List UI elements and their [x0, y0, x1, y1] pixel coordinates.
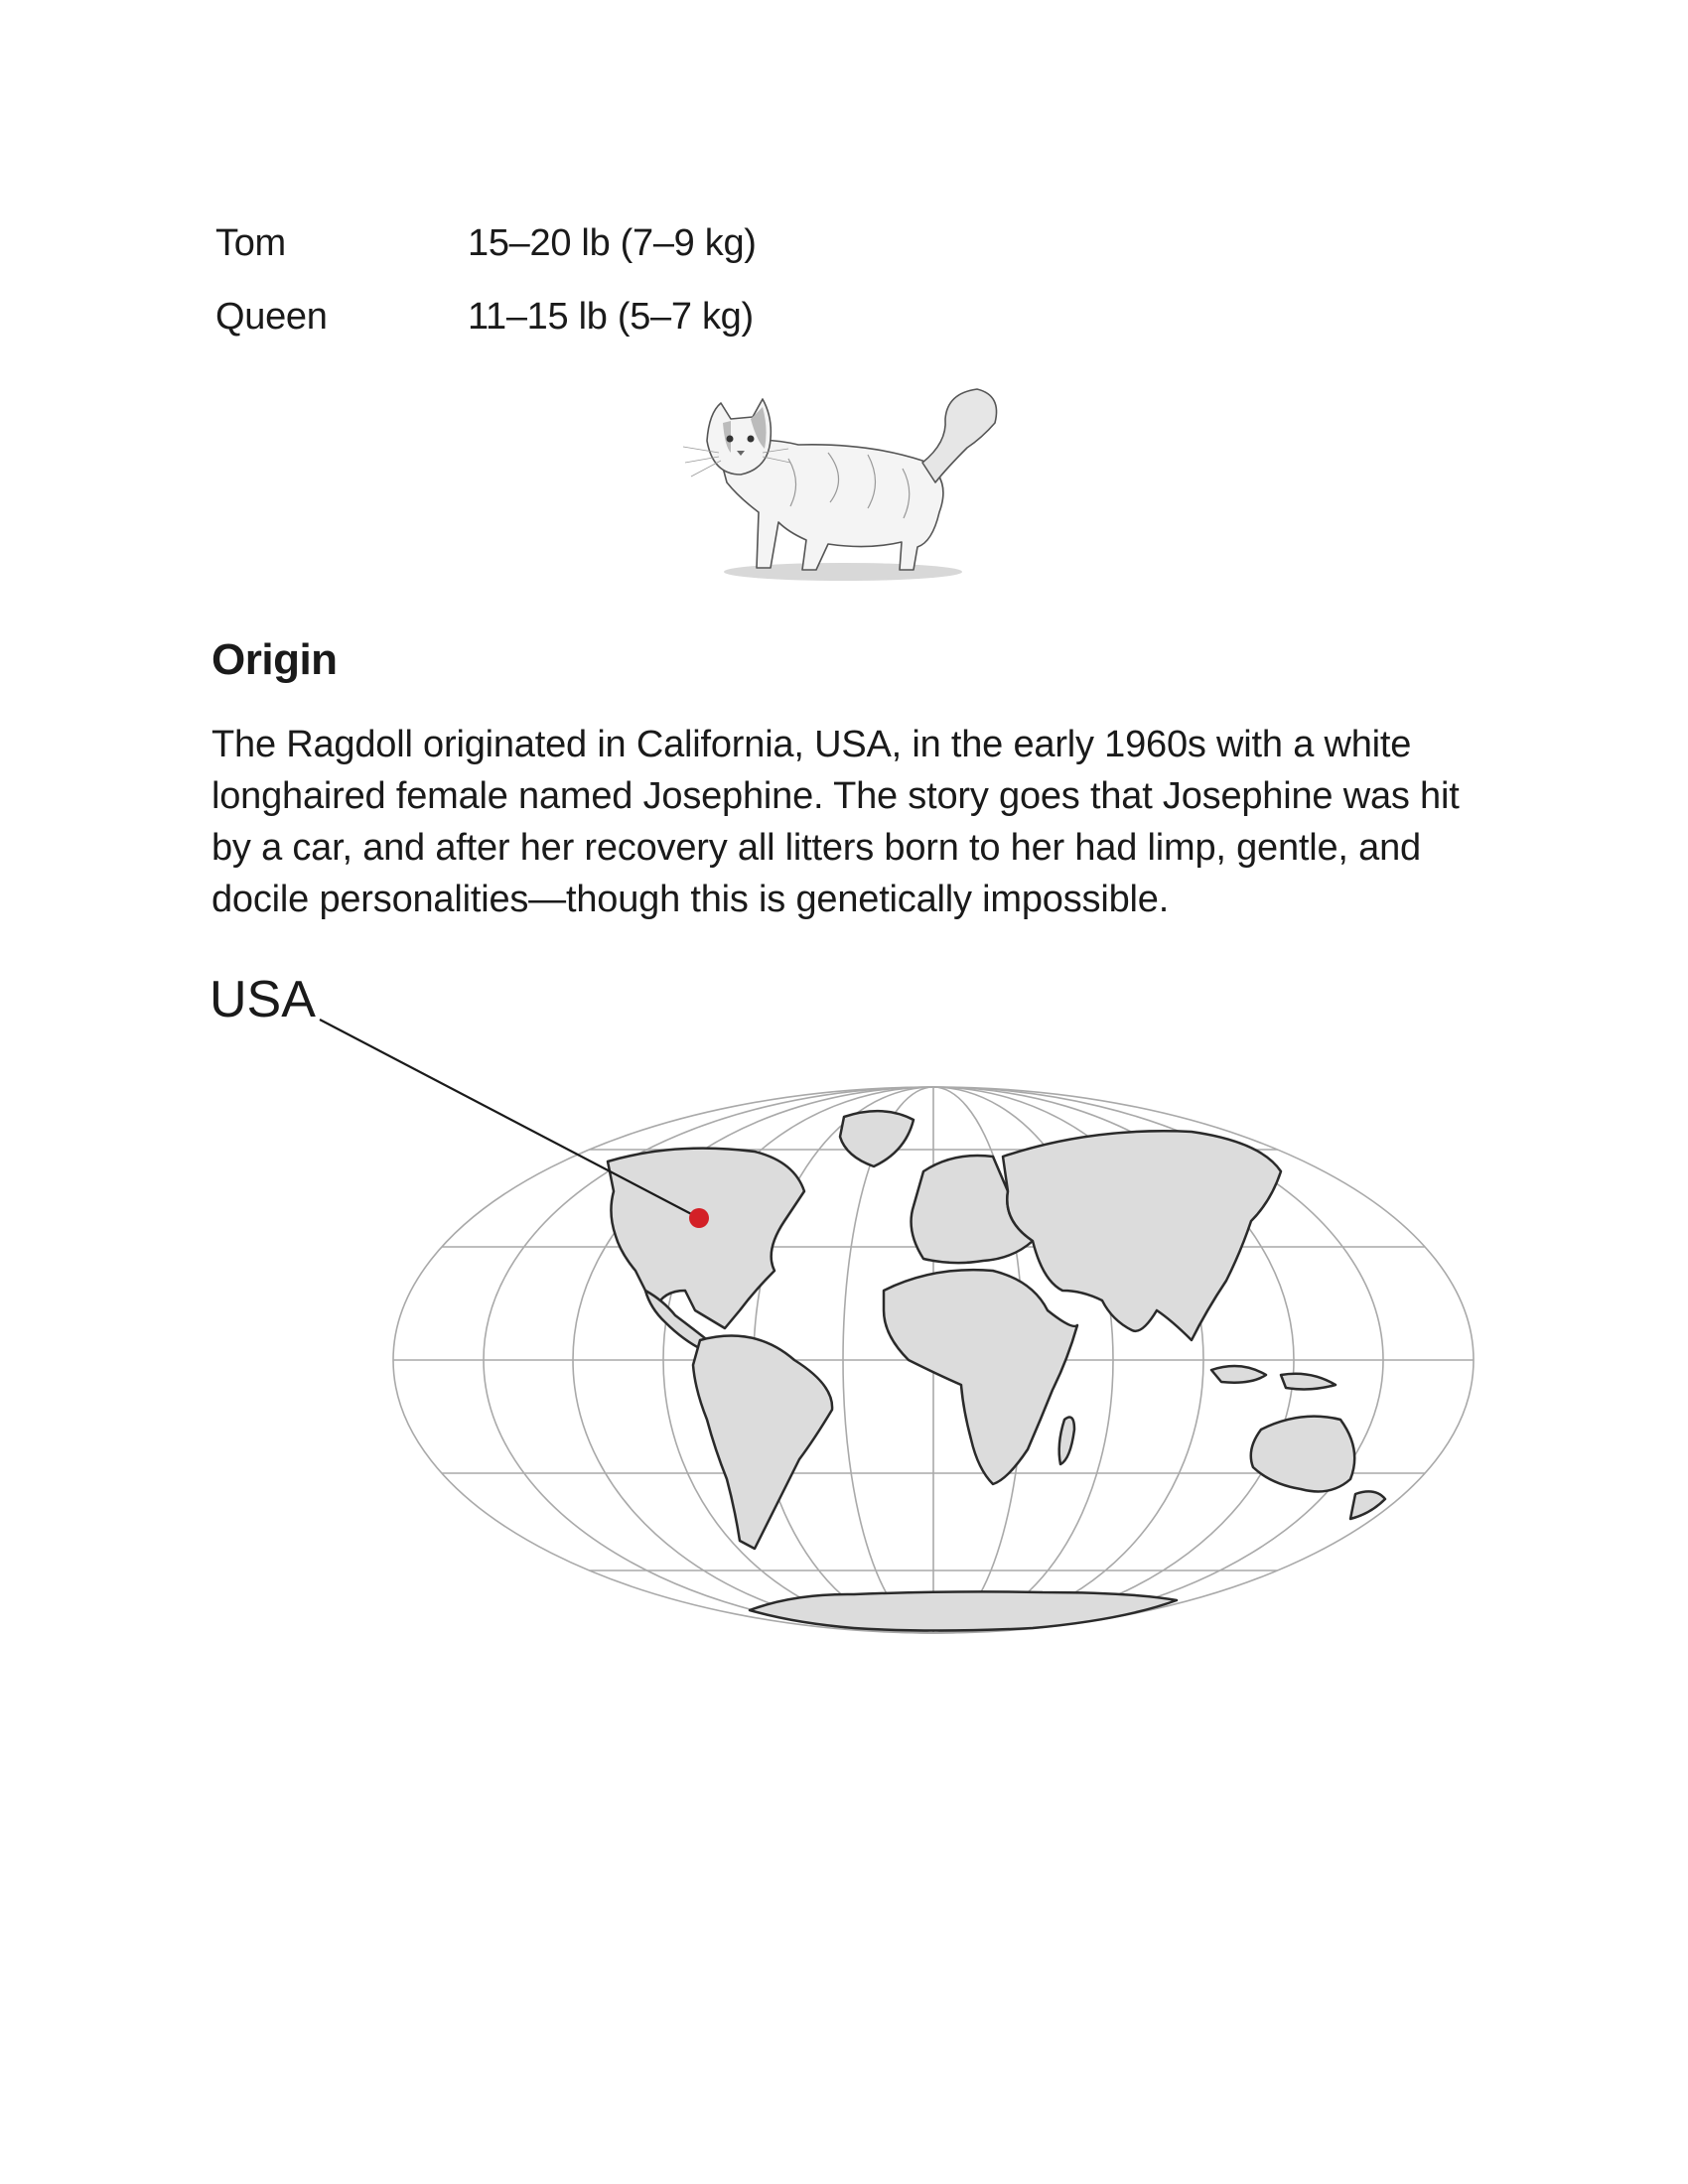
weight-label: Tom [215, 222, 286, 264]
world-map [0, 953, 1688, 1648]
callout-line [320, 1020, 699, 1218]
north-america [608, 1149, 804, 1328]
origin-paragraph: The Ragdoll originated in California, USA, in the early 1960s with a white longhaired female named Josephine. The story goes that Josephine was hit by a car, and after her recovery all litters born to her had limp, gentle, and docile personalities—though this is genetically impossible. [211, 724, 1460, 920]
antarctica [750, 1591, 1177, 1630]
africa [884, 1270, 1077, 1484]
madagascar [1059, 1418, 1074, 1464]
weight-label: Queen [215, 296, 328, 338]
map-label-usa: USA [210, 971, 316, 1028]
south-america [693, 1336, 832, 1550]
indonesia [1211, 1366, 1336, 1389]
section-heading-origin: Origin [211, 635, 338, 684]
weight-value: 11–15 lb (5–7 kg) [468, 296, 754, 338]
map-continents [608, 1111, 1385, 1630]
weight-value: 15–20 lb (7–9 kg) [468, 222, 757, 264]
ragdoll-cat-illustration [679, 383, 1007, 588]
australia [1251, 1417, 1354, 1492]
greenland [840, 1111, 914, 1166]
new-zealand [1350, 1491, 1385, 1519]
usa-location-marker [689, 1208, 709, 1228]
